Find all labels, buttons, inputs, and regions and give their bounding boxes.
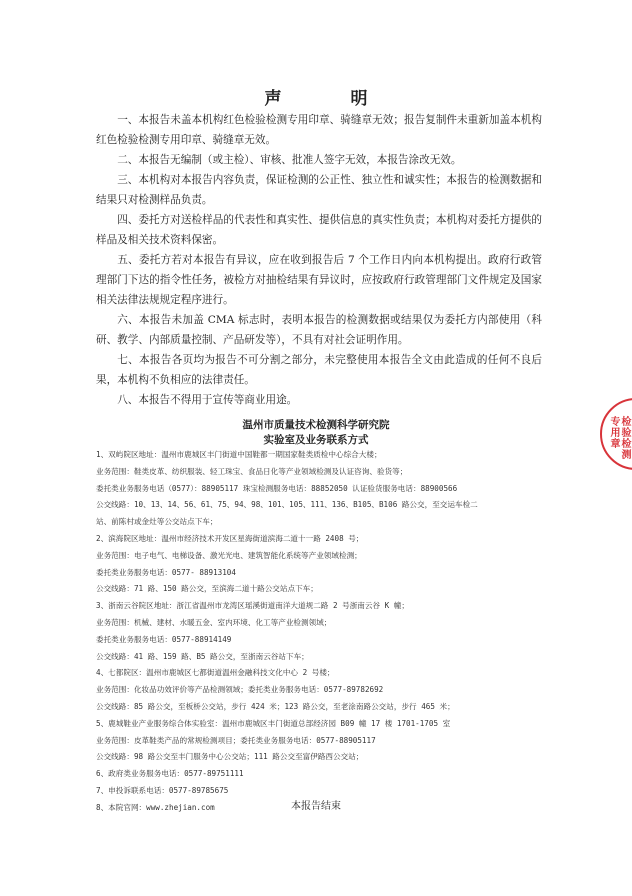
declaration-list bbox=[96, 110, 542, 410]
contact-line: 1、双屿院区地址：温州市鹿城区丰门街道中国鞋都一期国家鞋类质检中心综合大楼； bbox=[96, 450, 382, 459]
contact-line: 公交线路：71 路、150 路公交，至滨海二道十路公交站点下车； bbox=[96, 584, 318, 594]
seal-text: 检验检测专用章 bbox=[608, 416, 630, 460]
declaration-item: 二、本报告无编制（或主检）、审核、批准人签字无效，本报告涂改无效。 bbox=[117, 154, 462, 166]
declaration-item: 四、委托方对送检样品的代表性和真实性、提供信息的真实性负责；本机构对委托方提供的样品及相关技术资料保密。 bbox=[96, 214, 542, 246]
declaration-item: 五、委托方若对本报告有异议，应在收到报告后 7 个工作日内向本机构提出。政府行政管理部门下达的指令性任务，被检方对抽检结果有异议时，应按政府行政管理部门文件规定及国家相关法律法规规定程序进行。 bbox=[96, 254, 542, 306]
declaration-item: 七、本报告各页均为报告不可分割之部分，未完整使用本报告全文由此造成的任何不良后果，本机构不负相应的法律责任。 bbox=[96, 354, 542, 386]
contact-line: 公交线路：98 路公交至丰门服务中心公交站；111 路公交至富伊路西公交站； bbox=[96, 752, 364, 762]
contact-line: 站、前陈村或金灶等公交站点下车； bbox=[96, 517, 218, 527]
contact-line: 委托类业务服务电话：0577- 88913104 bbox=[96, 567, 236, 577]
declaration-item: 八、本报告不得用于宣传等商业用途。 bbox=[117, 394, 298, 406]
contact-line: 公交线路：10、13、14、56、61、75、94、98、101、105、111、136、B105、B106 路公交，至交运车检二 bbox=[96, 500, 478, 510]
declaration-item: 三、本机构对本报告内容负责，保证检测的公正性、独立性和诚实性；本报告的检测数据和结果只对检测样品负责。 bbox=[96, 174, 542, 206]
contact-line: 公交线路：41 路、159 路、B5 路公交，至浙南云谷站下车； bbox=[96, 651, 309, 661]
contact-line: 业务范围：鞋类皮革、纺织服装、轻工珠宝、食品日化等产业领域检测及认证咨询、验货等； bbox=[96, 466, 408, 476]
contact-line: 3、浙南云谷院区地址：浙江省温州市龙湾区瑶溪街道南洋大道规二路 2 号浙南云谷 K 幢； bbox=[96, 601, 409, 611]
contact-line: 8、本院官网：www.zhejian.com bbox=[96, 802, 215, 812]
contact-line: 委托类业务服务电话：0577-88914149 bbox=[96, 634, 232, 644]
report-end-text: 本报告结束 bbox=[291, 801, 341, 812]
contact-line: 业务范围：机械、建材、水暖五金、室内环境、化工等产业检测领域； bbox=[96, 617, 332, 627]
page-title: 声 明 bbox=[264, 89, 394, 109]
contact-info bbox=[96, 447, 542, 817]
declaration-item: 一、本报告未盖本机构红色检验检测专用印章、骑缝章无效；报告复制件未重新加盖本机构红色检验检测专用印章、骑缝章无效。 bbox=[96, 114, 542, 146]
contact-line: 业务范围：化妆品功效评价等产品检测领域；委托类业务服务电话：0577-89782692 bbox=[96, 685, 384, 695]
contact-line: 公交线路：85 路公交，至板桥公交站，步行 424 米；123 路公交，至老涂南路公交站，步行 465 米； bbox=[96, 701, 455, 711]
contact-line: 5、鹿城鞋业产业服务综合体实验室：温州市鹿城区丰门街道总部经济园 B09 幢 17 楼 1701-1705 室 bbox=[96, 718, 451, 728]
contact-line: 业务范围：电子电气、电梯设备、激光光电、建筑智能化系统等产业领域检测； bbox=[96, 550, 362, 560]
contact-line: 业务范围：皮革鞋类产品的常规检测项目；委托类业务服务电话：0577-88905117 bbox=[96, 735, 376, 745]
contact-line: 委托类业务服务电话（0577）：88905117 珠宝检测服务电话：88852050 认证验货服务电话：88900566 bbox=[96, 483, 458, 493]
red-seal-stamp bbox=[600, 398, 632, 470]
contact-line: 7、申投诉联系电话：0577-89785675 bbox=[96, 785, 229, 795]
contact-line: 4、七都院区：温州市鹿城区七都街道温州金融科技文化中心 2 号楼； bbox=[96, 668, 335, 678]
contact-line: 2、滨海院区地址：温州市经济技术开发区星海街道滨海二道十一路 2408 号； bbox=[96, 533, 364, 543]
declaration-item: 六、本报告未加盖 CMA 标志时，表明本报告的检测数据或结果仅为委托方内部使用（科研、教学、内部质量控制、产品研发等），不具有对社会证明作用。 bbox=[96, 314, 542, 346]
institute-subtitle: 实验室及业务联系方式 bbox=[263, 434, 369, 446]
institute-name: 温州市质量技术检测科学研究院 bbox=[242, 419, 390, 431]
contact-line: 6、政府类业务服务电话：0577-89751111 bbox=[96, 769, 244, 779]
